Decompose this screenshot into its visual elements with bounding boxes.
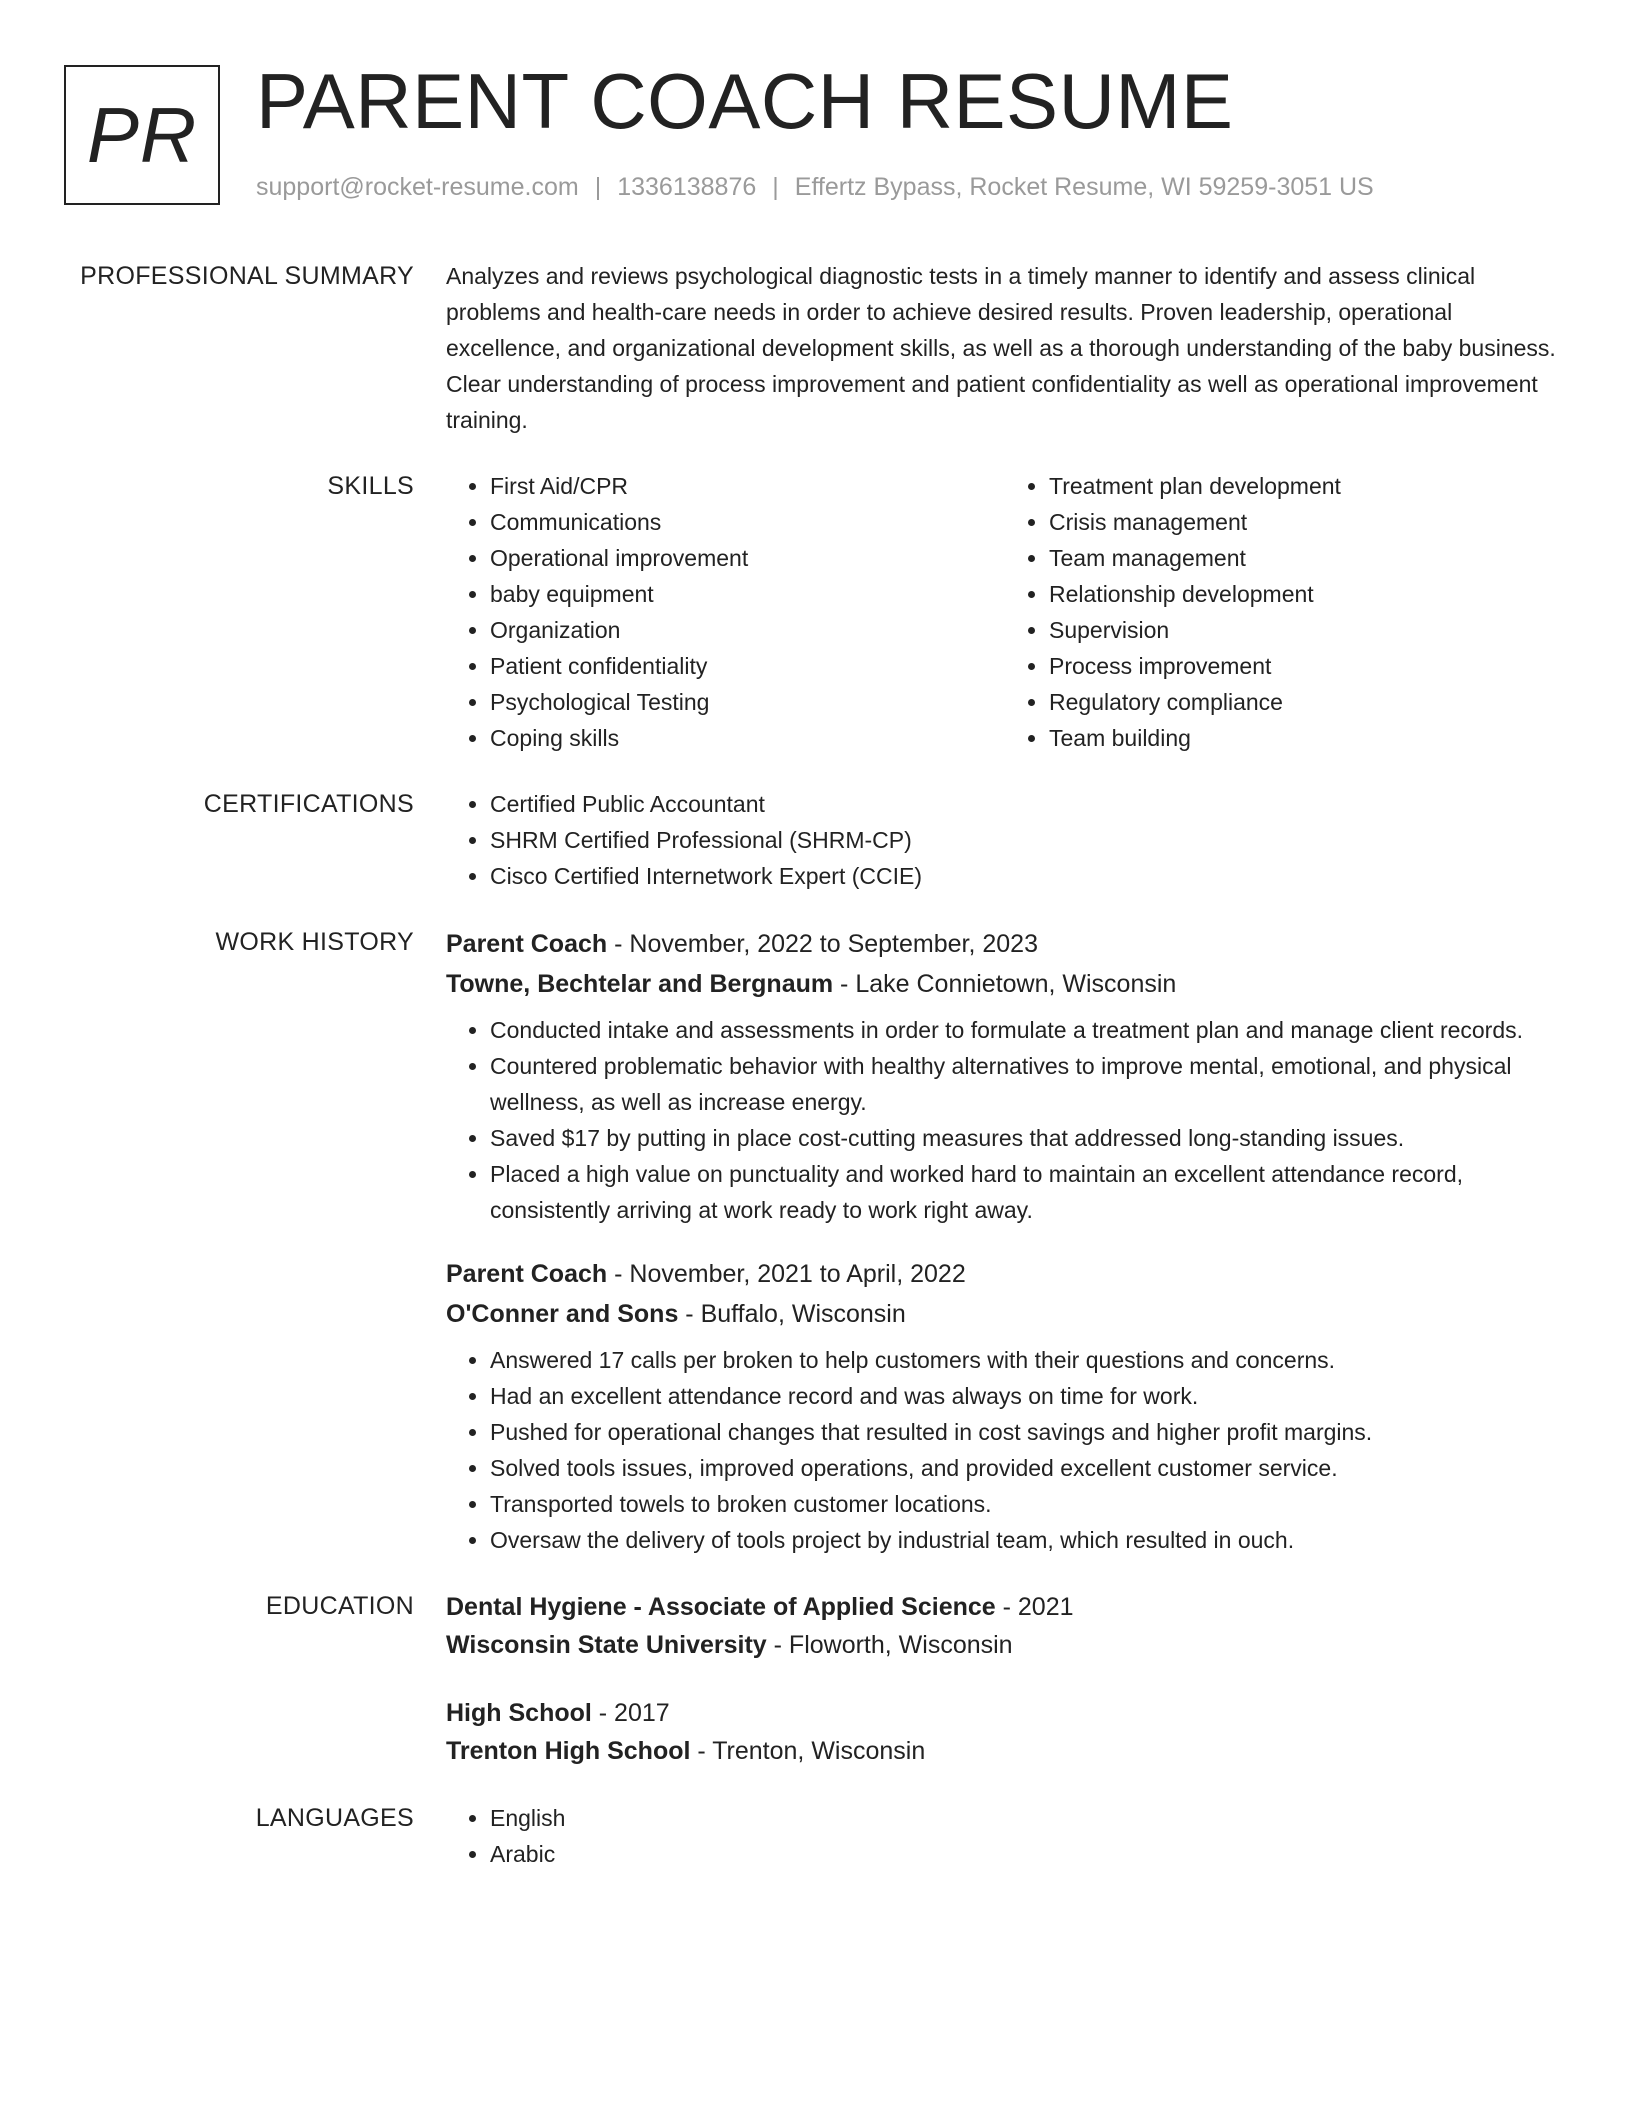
skill-item: • Operational improvement — [490, 540, 1005, 576]
job-company: Towne, Bechtelar and Bergnaum — [446, 970, 834, 998]
skill-item: • Team building — [1049, 720, 1564, 756]
skill-item: • Supervision — [1049, 612, 1564, 648]
skill-item: • First Aid/CPR — [490, 468, 1005, 504]
education-school: Wisconsin State University — [446, 1631, 767, 1659]
job-title: Parent Coach — [446, 1260, 608, 1288]
job-bullet: • Solved tools issues, improved operations, and provided excellent customer service. — [490, 1450, 1564, 1486]
certification-item: • SHRM Certified Professional (SHRM-CP) — [490, 822, 1564, 858]
section-languages — [64, 1800, 1564, 1872]
language-item: • Arabic — [490, 1836, 1564, 1872]
skill-item: • Coping skills — [490, 720, 1005, 756]
skill-item: • Team management — [1049, 540, 1564, 576]
education-location: - Floworth, Wisconsin — [766, 1631, 1013, 1659]
skill-item: • Process improvement — [1049, 648, 1564, 684]
skill-item: • Communications — [490, 504, 1005, 540]
skills-list-right — [1005, 468, 1564, 756]
skill-item: • Crisis management — [1049, 504, 1564, 540]
skill-item: • baby equipment — [490, 576, 1005, 612]
section-label: LANGUAGES — [255, 1804, 414, 1832]
education-school: Trenton High School — [446, 1737, 691, 1765]
education-entry — [446, 1588, 1564, 1664]
job-location: - Lake Connietown, Wisconsin — [833, 970, 1177, 998]
section-label: PROFESSIONAL SUMMARY — [80, 262, 414, 290]
job-bullet: • Conducted intake and assessments in order to formulate a treatment plan and manage client records. — [490, 1012, 1564, 1048]
section-work-history — [64, 924, 1564, 1558]
skill-item: • Organization — [490, 612, 1005, 648]
skill-item: • Psychological Testing — [490, 684, 1005, 720]
contact-address: Effertz Bypass, Rocket Resume, WI 59259-3051 US — [794, 173, 1374, 201]
job-bullet: • Had an excellent attendance record and was always on time for work. — [490, 1378, 1564, 1414]
job-bullets — [446, 1012, 1564, 1228]
job-location: - Buffalo, Wisconsin — [678, 1300, 906, 1328]
job-entry — [446, 924, 1564, 1228]
job-bullet: • Answered 17 calls per broken to help customers with their questions and concerns. — [490, 1342, 1564, 1378]
job-bullet: • Transported towels to broken customer locations. — [490, 1486, 1564, 1522]
section-certifications — [64, 786, 1564, 894]
section-summary — [64, 258, 1564, 438]
job-dates: - November, 2022 to September, 2023 — [607, 930, 1038, 958]
contact-separator: | — [772, 173, 779, 201]
resume-body — [64, 258, 1564, 1902]
job-bullets — [446, 1342, 1564, 1558]
education-entry — [446, 1694, 1564, 1770]
languages-list — [446, 1800, 1564, 1872]
education-year: - 2017 — [591, 1699, 670, 1727]
job-bullet: • Countered problematic behavior with healthy alternatives to improve mental, emotional, and physical wellness, as well as increase energy. — [490, 1048, 1564, 1120]
education-degree: High School — [446, 1699, 592, 1727]
job-bullet: • Saved $17 by putting in place cost-cutting measures that addressed long-standing issues. — [490, 1120, 1564, 1156]
contact-phone[interactable]: 1336138876 — [617, 173, 757, 201]
section-label: WORK HISTORY — [215, 928, 414, 956]
job-title: Parent Coach — [446, 930, 608, 958]
skill-item: • Relationship development — [1049, 576, 1564, 612]
skill-item: • Regulatory compliance — [1049, 684, 1564, 720]
education-location: - Trenton, Wisconsin — [690, 1737, 926, 1765]
education-year: - 2021 — [995, 1593, 1074, 1621]
section-label: SKILLS — [327, 472, 414, 500]
summary-text: Analyzes and reviews psychological diagnostic tests in a timely manner to identify and assess clinical problems and health-care needs in order to achieve desired results. Proven leadership, operational excellence, and organizational development skills, as well as a thorough understanding of the baby business. Clear understanding of process improvement and patient confidentiality as well as operational improvement training. — [446, 263, 1556, 433]
skill-item: • Patient confidentiality — [490, 648, 1005, 684]
skills-list-left — [446, 468, 1005, 756]
job-entry — [446, 1254, 1564, 1558]
job-bullet: • Oversaw the delivery of tools project by industrial team, which resulted in ouch. — [490, 1522, 1564, 1558]
job-bullet: • Placed a high value on punctuality and worked hard to maintain an excellent attendance record, consistently arriving at work ready to work right away. — [490, 1156, 1564, 1228]
section-skills — [64, 468, 1564, 756]
job-bullet: • Pushed for operational changes that resulted in cost savings and higher profit margins. — [490, 1414, 1564, 1450]
certification-item: • Cisco Certified Internetwork Expert (CCIE) — [490, 858, 1564, 894]
initials-monogram: PR — [64, 65, 220, 205]
language-item: • English — [490, 1800, 1564, 1836]
certification-item: • Certified Public Accountant — [490, 786, 1564, 822]
page-title: PARENT COACH RESUME — [256, 57, 1234, 145]
section-label: EDUCATION — [265, 1592, 414, 1620]
section-education — [64, 1588, 1564, 1770]
contact-separator: | — [594, 173, 602, 201]
contact-line — [256, 173, 1374, 202]
certifications-list — [446, 786, 1564, 894]
contact-email[interactable]: support@rocket-resume.com — [256, 173, 579, 201]
section-label: CERTIFICATIONS — [203, 790, 414, 818]
job-company: O'Conner and Sons — [446, 1300, 679, 1328]
skill-item: • Treatment plan development — [1049, 468, 1564, 504]
job-dates: - November, 2021 to April, 2022 — [607, 1260, 966, 1288]
education-degree: Dental Hygiene - Associate of Applied Science — [446, 1593, 996, 1621]
resume-header — [64, 57, 1568, 210]
